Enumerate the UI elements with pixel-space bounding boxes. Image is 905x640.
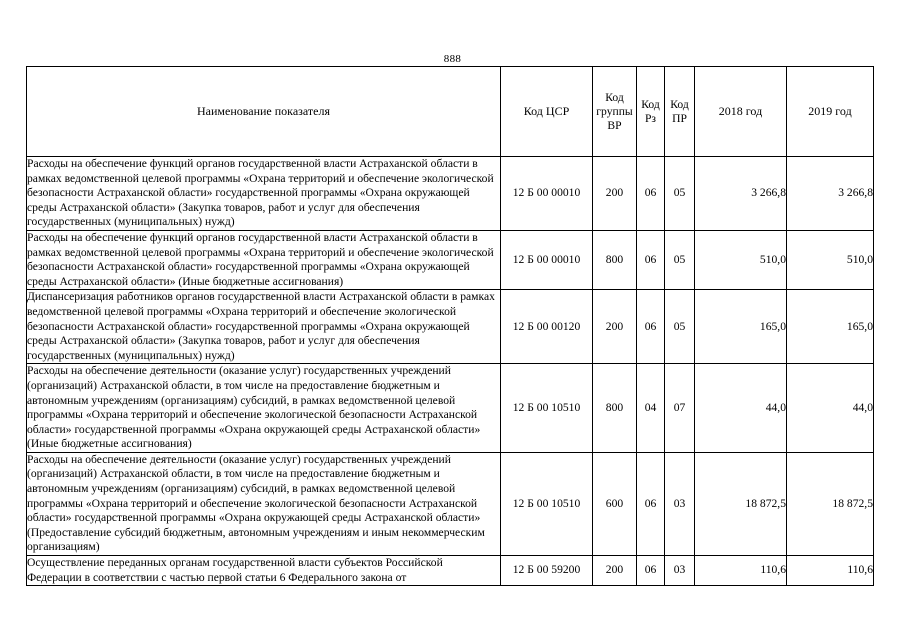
row-2019: 44,0 xyxy=(787,364,874,453)
row-2018: 110,6 xyxy=(695,556,787,586)
row-2018: 510,0 xyxy=(695,230,787,289)
row-2019: 110,6 xyxy=(787,556,874,586)
row-vr: 200 xyxy=(593,556,637,586)
header-csr: Код ЦСР xyxy=(501,67,593,157)
row-rz: 06 xyxy=(637,157,665,231)
budget-table xyxy=(26,66,874,586)
row-2018: 44,0 xyxy=(695,364,787,453)
row-vr: 800 xyxy=(593,364,637,453)
table-header-row xyxy=(27,67,874,157)
row-csr: 12 Б 00 10510 xyxy=(501,364,593,453)
row-2019: 510,0 xyxy=(787,230,874,289)
row-name: Диспансеризация работников органов государственной власти Астраханской области в рамках ведомственной целевой программы «Охрана территорий и обеспечение экологической безопасности Астраханской области» государственной программы «Охрана окружающей среды Астраханской области» (Закупка товаров, работ и услуг для обеспечения государственных (муниципальных) нужд) xyxy=(27,290,501,364)
row-name: Осуществление переданных органам государственной власти субъектов Российской Федерации в соответствии с частью первой статьи 6 Федерального закона от xyxy=(27,556,501,586)
row-pr: 05 xyxy=(665,230,695,289)
table-row xyxy=(27,556,874,586)
row-pr: 03 xyxy=(665,556,695,586)
table-row xyxy=(27,157,874,231)
row-2019: 3 266,8 xyxy=(787,157,874,231)
table-row xyxy=(27,230,874,289)
table-row xyxy=(27,290,874,364)
row-name: Расходы на обеспечение функций органов государственной власти Астраханской области в рамках ведомственной целевой программы «Охрана территорий и обеспечение экологической безопасности Астраханской области» государственной программы «Охрана окружающей среды Астраханской области» (Иные бюджетные ассигнования) xyxy=(27,230,501,289)
row-rz: 04 xyxy=(637,364,665,453)
header-pr: Код ПР xyxy=(665,67,695,157)
row-csr: 12 Б 00 00120 xyxy=(501,290,593,364)
row-rz: 06 xyxy=(637,556,665,586)
row-pr: 05 xyxy=(665,157,695,231)
row-pr: 03 xyxy=(665,452,695,555)
row-rz: 06 xyxy=(637,230,665,289)
header-vr: Код группы ВР xyxy=(593,67,637,157)
row-vr: 200 xyxy=(593,157,637,231)
header-2019: 2019 год xyxy=(787,67,874,157)
row-pr: 07 xyxy=(665,364,695,453)
row-2018: 165,0 xyxy=(695,290,787,364)
row-csr: 12 Б 00 10510 xyxy=(501,452,593,555)
row-csr: 12 Б 00 00010 xyxy=(501,157,593,231)
row-name: Расходы на обеспечение деятельности (оказание услуг) государственных учреждений (организаций) Астраханской области, в том числе на предоставление бюджетным и автономным учреждениям (организациям) субсидий, в рамках ведомственной целевой программы «Охрана территорий и обеспечение экологической безопасности Астраханской области» государственной программы «Охрана окружающей среды Астраханской области» (Иные бюджетные ассигнования) xyxy=(27,364,501,453)
row-rz: 06 xyxy=(637,452,665,555)
row-2019: 165,0 xyxy=(787,290,874,364)
row-2018: 3 266,8 xyxy=(695,157,787,231)
header-rz: Код Рз xyxy=(637,67,665,157)
table-row xyxy=(27,364,874,453)
row-2018: 18 872,5 xyxy=(695,452,787,555)
row-csr: 12 Б 00 00010 xyxy=(501,230,593,289)
row-vr: 800 xyxy=(593,230,637,289)
row-name: Расходы на обеспечение деятельности (оказание услуг) государственных учреждений (организаций) Астраханской области, в том числе на предоставление бюджетным и автономным учреждениям (организациям) субсидий, в рамках ведомственной целевой программы «Охрана территорий и обеспечение экологической безопасности Астраханской области» государственной программы «Охрана окружающей среды Астраханской области» (Предоставление субсидий бюджетным, автономным учреждениям и иным некоммерческим организациям) xyxy=(27,452,501,555)
table-row xyxy=(27,452,874,555)
header-2018: 2018 год xyxy=(695,67,787,157)
row-name: Расходы на обеспечение функций органов государственной власти Астраханской области в рамках ведомственной целевой программы «Охрана территорий и обеспечение экологической безопасности Астраханской области» государственной программы «Охрана окружающей среды Астраханской области» (Закупка товаров, работ и услуг для обеспечения государственных (муниципальных) нужд) xyxy=(27,157,501,231)
header-name: Наименование показателя xyxy=(27,67,501,157)
row-csr: 12 Б 00 59200 xyxy=(501,556,593,586)
row-rz: 06 xyxy=(637,290,665,364)
row-vr: 600 xyxy=(593,452,637,555)
row-pr: 05 xyxy=(665,290,695,364)
row-vr: 200 xyxy=(593,290,637,364)
page-number: 888 xyxy=(443,53,462,65)
row-2019: 18 872,5 xyxy=(787,452,874,555)
